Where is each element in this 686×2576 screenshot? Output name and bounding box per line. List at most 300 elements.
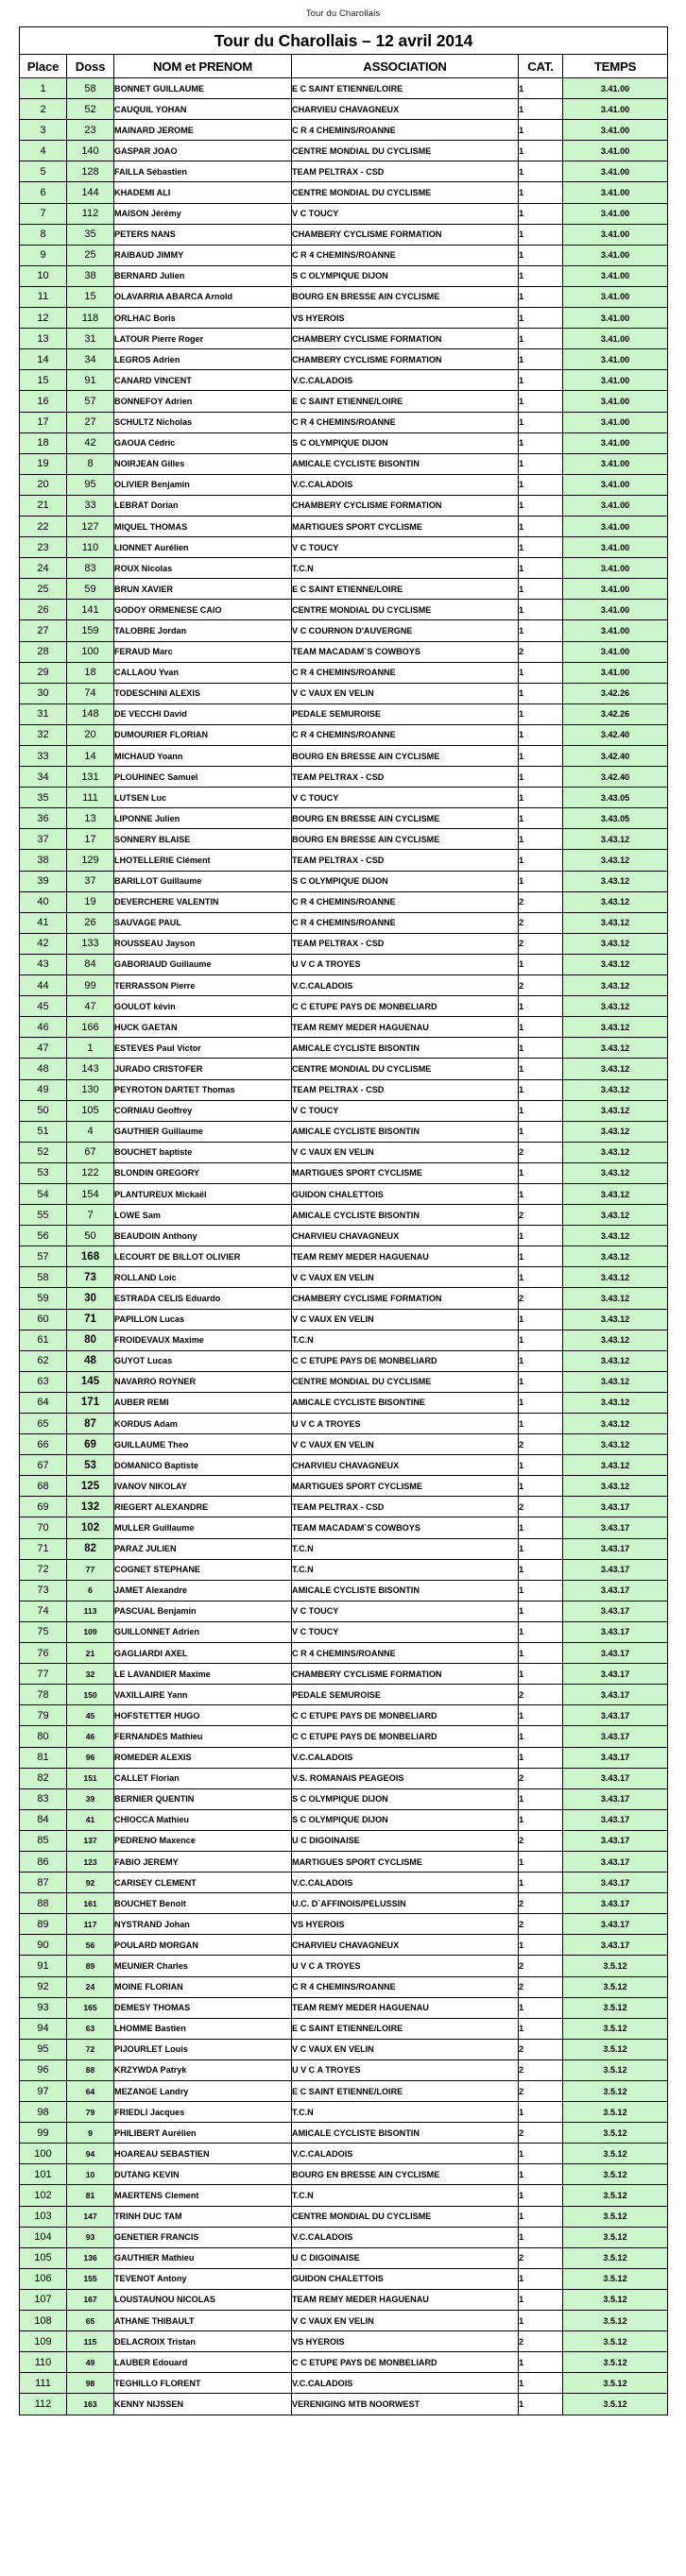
cell-time: 3.41.00	[563, 99, 668, 120]
table-row	[20, 2352, 668, 2373]
cell-association: V.C.CALADOIS	[292, 1747, 519, 1768]
cell-dossard: 123	[67, 1851, 114, 1872]
cell-association: U V C A TROYES	[292, 1414, 519, 1434]
cell-time: 3.43.17	[563, 1559, 668, 1580]
cell-place: 19	[20, 453, 67, 474]
cell-place: 40	[20, 891, 67, 912]
cell-association: BOURG EN BRESSE AIN CYCLISME	[292, 286, 519, 307]
cell-time: 3.43.17	[563, 1914, 668, 1935]
cell-category: 1	[519, 1038, 563, 1059]
cell-association: CHARVIEU CHAVAGNEUX	[292, 1455, 519, 1476]
cell-association: V.C.CALADOIS	[292, 1873, 519, 1893]
cell-time: 3.5.12	[563, 2352, 668, 2373]
cell-time: 3.41.00	[563, 558, 668, 579]
table-row	[20, 1330, 668, 1350]
cell-association: T.C.N	[292, 2102, 519, 2123]
cell-category: 1	[519, 2268, 563, 2289]
cell-time: 3.5.12	[563, 2144, 668, 2164]
cell-association: C R 4 CHEMINS/ROANNE	[292, 662, 519, 683]
cell-dossard: 45	[67, 1705, 114, 1726]
cell-association: BOURG EN BRESSE AIN CYCLISME	[292, 2164, 519, 2185]
cell-category: 2	[519, 1768, 563, 1788]
cell-time: 3.43.17	[563, 1517, 668, 1538]
table-row	[20, 2289, 668, 2310]
table-row	[20, 516, 668, 536]
cell-dossard: 8	[67, 453, 114, 474]
cell-place: 85	[20, 1830, 67, 1851]
table-row	[20, 432, 668, 453]
cell-time: 3.5.12	[563, 2123, 668, 2144]
cell-time: 3.5.12	[563, 2185, 668, 2206]
cell-dossard: 4	[67, 1121, 114, 1142]
cell-place: 66	[20, 1434, 67, 1455]
cell-category: 2	[519, 1142, 563, 1162]
table-row	[20, 286, 668, 307]
cell-place: 90	[20, 1935, 67, 1956]
cell-category: 2	[519, 1956, 563, 1976]
cell-name: HOAREAU SEBASTIEN	[114, 2144, 292, 2164]
cell-name: LEGROS Adrien	[114, 349, 292, 370]
cell-dossard: 17	[67, 829, 114, 850]
cell-name: CHIOCCA Mathieu	[114, 1809, 292, 1830]
cell-time: 3.43.12	[563, 1392, 668, 1413]
cell-place: 3	[20, 120, 67, 141]
cell-association: C R 4 CHEMINS/ROANNE	[292, 1976, 519, 1997]
cell-dossard: 23	[67, 120, 114, 141]
cell-time: 3.43.12	[563, 1288, 668, 1309]
cell-place: 98	[20, 2102, 67, 2123]
cell-place: 99	[20, 2123, 67, 2144]
cell-association: CHAMBERY CYCLISME FORMATION	[292, 1288, 519, 1309]
cell-time: 3.5.12	[563, 2394, 668, 2415]
cell-time: 3.43.17	[563, 1664, 668, 1685]
cell-dossard: 98	[67, 2373, 114, 2394]
cell-dossard: 129	[67, 850, 114, 871]
cell-place: 44	[20, 975, 67, 996]
cell-name: HUCK GAETAN	[114, 1017, 292, 1038]
cell-dossard: 31	[67, 329, 114, 349]
cell-time: 3.41.00	[563, 245, 668, 265]
cell-time: 3.41.00	[563, 308, 668, 329]
cell-time: 3.43.12	[563, 1267, 668, 1288]
table-body	[20, 78, 668, 2415]
column-header-nom: NOM et PRENOM	[114, 55, 292, 78]
cell-dossard: 118	[67, 308, 114, 329]
cell-time: 3.42.26	[563, 703, 668, 724]
cell-place: 30	[20, 683, 67, 703]
cell-dossard: 46	[67, 1726, 114, 1747]
cell-dossard: 166	[67, 1017, 114, 1038]
cell-category: 1	[519, 1455, 563, 1476]
cell-place: 14	[20, 349, 67, 370]
table-row	[20, 2102, 668, 2123]
cell-place: 68	[20, 1476, 67, 1497]
cell-category: 2	[519, 933, 563, 954]
cell-dossard: 151	[67, 1768, 114, 1788]
cell-category: 1	[519, 1162, 563, 1183]
cell-dossard: 56	[67, 1935, 114, 1956]
cell-dossard: 130	[67, 1079, 114, 1100]
cell-dossard: 102	[67, 1517, 114, 1538]
cell-dossard: 73	[67, 1267, 114, 1288]
cell-time: 3.43.17	[563, 1685, 668, 1705]
cell-time: 3.42.40	[563, 767, 668, 788]
cell-association: TEAM PELTRAX - CSD	[292, 767, 519, 788]
cell-association: C C ETUPE PAYS DE MONBELIARD	[292, 996, 519, 1017]
cell-association: CENTRE MONDIAL DU CYCLISME	[292, 182, 519, 203]
cell-category: 1	[519, 1517, 563, 1538]
cell-time: 3.43.12	[563, 829, 668, 850]
cell-category: 1	[519, 1873, 563, 1893]
table-row	[20, 703, 668, 724]
cell-category: 1	[519, 245, 563, 265]
cell-time: 3.43.12	[563, 912, 668, 933]
cell-category: 1	[519, 1350, 563, 1371]
cell-association: VS HYEROIS	[292, 308, 519, 329]
cell-time: 3.41.00	[563, 453, 668, 474]
cell-place: 111	[20, 2373, 67, 2394]
cell-name: ORLHAC Boris	[114, 308, 292, 329]
cell-name: KRZYWDA Patryk	[114, 2059, 292, 2080]
cell-name: LOUSTAUNOU NICOLAS	[114, 2289, 292, 2310]
cell-category: 2	[519, 2059, 563, 2080]
cell-association: TEAM PELTRAX - CSD	[292, 161, 519, 182]
cell-time: 3.41.00	[563, 495, 668, 516]
table-row	[20, 1246, 668, 1267]
cell-category: 1	[519, 224, 563, 245]
cell-association: E C SAINT ETIENNE/LOIRE	[292, 2018, 519, 2039]
cell-category: 1	[519, 2102, 563, 2123]
cell-dossard: 100	[67, 641, 114, 662]
cell-category: 2	[519, 1976, 563, 1997]
cell-dossard: 7	[67, 1205, 114, 1226]
cell-dossard: 147	[67, 2206, 114, 2227]
table-row	[20, 1100, 668, 1121]
cell-name: LHOTELLERIE Clément	[114, 850, 292, 871]
table-row	[20, 2185, 668, 2206]
table-row	[20, 1476, 668, 1497]
cell-time: 3.42.40	[563, 724, 668, 745]
cell-category: 1	[519, 1476, 563, 1497]
cell-dossard: 35	[67, 224, 114, 245]
cell-name: LHOMME Bastien	[114, 2018, 292, 2039]
cell-category: 1	[519, 286, 563, 307]
cell-name: GAOUA Cédric	[114, 432, 292, 453]
cell-category: 1	[519, 1601, 563, 1621]
table-row	[20, 2268, 668, 2289]
table-row	[20, 1414, 668, 1434]
cell-name: MEUNIER Charles	[114, 1956, 292, 1976]
cell-name: KHADEMI ALI	[114, 182, 292, 203]
cell-name: FAILLA Sébastien	[114, 161, 292, 182]
cell-association: U C DIGOINAISE	[292, 2247, 519, 2268]
cell-time: 3.5.12	[563, 2289, 668, 2310]
cell-name: MAISON Jérémy	[114, 203, 292, 224]
cell-name: LEBRAT Dorian	[114, 495, 292, 516]
cell-time: 3.41.00	[563, 224, 668, 245]
cell-place: 78	[20, 1685, 67, 1705]
table-row	[20, 78, 668, 99]
cell-name: OLAVARRIA ABARCA Arnold	[114, 286, 292, 307]
cell-category: 1	[519, 1414, 563, 1434]
cell-association: T.C.N	[292, 1559, 519, 1580]
cell-association: VS HYEROIS	[292, 1914, 519, 1935]
cell-dossard: 30	[67, 1288, 114, 1309]
cell-time: 3.5.12	[563, 1976, 668, 1997]
cell-dossard: 41	[67, 1809, 114, 1830]
cell-name: GODOY ORMENESE CAIO	[114, 600, 292, 620]
cell-category: 1	[519, 453, 563, 474]
table-row	[20, 224, 668, 245]
cell-category: 1	[519, 2018, 563, 2039]
cell-place: 76	[20, 1643, 67, 1664]
cell-category: 1	[519, 182, 563, 203]
cell-time: 3.43.12	[563, 954, 668, 974]
cell-dossard: 58	[67, 78, 114, 99]
cell-category: 1	[519, 474, 563, 495]
cell-dossard: 141	[67, 600, 114, 620]
cell-association: V.S. ROMANAIS PEAGEOIS	[292, 1768, 519, 1788]
cell-time: 3.43.12	[563, 1017, 668, 1038]
cell-dossard: 19	[67, 891, 114, 912]
cell-time: 3.43.05	[563, 808, 668, 829]
cell-category: 1	[519, 2311, 563, 2331]
cell-category: 1	[519, 2394, 563, 2415]
cell-dossard: 95	[67, 474, 114, 495]
cell-time: 3.43.17	[563, 1726, 668, 1747]
table-row	[20, 1309, 668, 1330]
table-row	[20, 871, 668, 891]
cell-category: 1	[519, 808, 563, 829]
cell-association: GUIDON CHALETTOIS	[292, 2268, 519, 2289]
cell-category: 1	[519, 120, 563, 141]
table-row	[20, 1038, 668, 1059]
cell-association: U V C A TROYES	[292, 2059, 519, 2080]
cell-name: GAUTHIER Guillaume	[114, 1121, 292, 1142]
cell-place: 27	[20, 620, 67, 641]
table-row	[20, 1017, 668, 1038]
cell-association: V C TOUCY	[292, 1100, 519, 1121]
cell-association: CENTRE MONDIAL DU CYCLISME	[292, 141, 519, 161]
cell-place: 108	[20, 2311, 67, 2331]
table-row	[20, 641, 668, 662]
cell-place: 95	[20, 2039, 67, 2059]
cell-association: VS HYEROIS	[292, 2331, 519, 2352]
cell-association: S C OLYMPIQUE DIJON	[292, 432, 519, 453]
cell-time: 3.41.00	[563, 391, 668, 412]
cell-category: 2	[519, 891, 563, 912]
cell-time: 3.43.12	[563, 871, 668, 891]
table-row	[20, 1580, 668, 1601]
cell-dossard: 148	[67, 703, 114, 724]
cell-place: 36	[20, 808, 67, 829]
table-title: Tour du Charollais – 12 avril 2014	[20, 27, 668, 55]
cell-category: 1	[519, 1371, 563, 1392]
cell-place: 93	[20, 1997, 67, 2018]
cell-association: CHAMBERY CYCLISME FORMATION	[292, 349, 519, 370]
cell-category: 2	[519, 1830, 563, 1851]
cell-time: 3.43.12	[563, 1100, 668, 1121]
cell-time: 3.41.00	[563, 600, 668, 620]
table-row	[20, 349, 668, 370]
cell-time: 3.43.12	[563, 850, 668, 871]
cell-name: GABORIAUD Guillaume	[114, 954, 292, 974]
cell-dossard: 74	[67, 683, 114, 703]
cell-association: C R 4 CHEMINS/ROANNE	[292, 412, 519, 432]
cell-place: 2	[20, 99, 67, 120]
column-header-asso: ASSOCIATION	[292, 55, 519, 78]
cell-category: 1	[519, 1059, 563, 1079]
cell-name: ROUX Nicolas	[114, 558, 292, 579]
cell-name: NAVARRO ROYNER	[114, 1371, 292, 1392]
table-row	[20, 1121, 668, 1142]
cell-name: HOFSTETTER HUGO	[114, 1705, 292, 1726]
cell-time: 3.41.00	[563, 516, 668, 536]
cell-dossard: 96	[67, 1747, 114, 1768]
cell-time: 3.43.17	[563, 1935, 668, 1956]
cell-category: 1	[519, 620, 563, 641]
cell-association: T.C.N	[292, 1330, 519, 1350]
cell-category: 1	[519, 432, 563, 453]
table-row	[20, 1747, 668, 1768]
cell-place: 88	[20, 1893, 67, 1914]
cell-time: 3.43.12	[563, 1121, 668, 1142]
table-row	[20, 579, 668, 600]
cell-association: C C ETUPE PAYS DE MONBELIARD	[292, 1705, 519, 1726]
cell-place: 16	[20, 391, 67, 412]
cell-category: 2	[519, 912, 563, 933]
table-row	[20, 1601, 668, 1621]
cell-name: DUMOURIER FLORIAN	[114, 724, 292, 745]
cell-association: AMICALE CYCLISTE BISONTIN	[292, 1580, 519, 1601]
cell-category: 1	[519, 1664, 563, 1685]
table-row	[20, 1226, 668, 1246]
cell-place: 34	[20, 767, 67, 788]
table-row	[20, 620, 668, 641]
race-results-table	[19, 26, 668, 2415]
cell-name: CALLET Florian	[114, 1768, 292, 1788]
cell-category: 1	[519, 1935, 563, 1956]
cell-association: V C VAUX EN VELIN	[292, 1142, 519, 1162]
cell-time: 3.41.00	[563, 474, 668, 495]
cell-name: DUTANG KEVIN	[114, 2164, 292, 2185]
cell-dossard: 131	[67, 767, 114, 788]
cell-time: 3.43.12	[563, 1079, 668, 1100]
cell-category: 1	[519, 871, 563, 891]
cell-place: 13	[20, 329, 67, 349]
cell-dossard: 137	[67, 1830, 114, 1851]
cell-association: C R 4 CHEMINS/ROANNE	[292, 120, 519, 141]
cell-dossard: 136	[67, 2247, 114, 2268]
cell-category: 1	[519, 1330, 563, 1350]
cell-time: 3.41.00	[563, 182, 668, 203]
table-row	[20, 1455, 668, 1476]
cell-time: 3.43.12	[563, 1434, 668, 1455]
cell-dossard: 81	[67, 2185, 114, 2206]
cell-category: 1	[519, 829, 563, 850]
cell-time: 3.41.00	[563, 412, 668, 432]
table-row	[20, 1768, 668, 1788]
cell-place: 46	[20, 1017, 67, 1038]
cell-name: MEZANGE Landry	[114, 2081, 292, 2102]
cell-association: V C TOUCY	[292, 537, 519, 558]
table-row	[20, 996, 668, 1017]
cell-place: 42	[20, 933, 67, 954]
cell-place: 110	[20, 2352, 67, 2373]
cell-time: 3.43.17	[563, 1497, 668, 1517]
table-row	[20, 2081, 668, 2102]
cell-place: 82	[20, 1768, 67, 1788]
cell-association: T.C.N	[292, 1538, 519, 1559]
table-row	[20, 933, 668, 954]
cell-name: BLONDIN GREGORY	[114, 1162, 292, 1183]
cell-name: KORDUS Adam	[114, 1414, 292, 1434]
cell-association: C R 4 CHEMINS/ROANNE	[292, 1643, 519, 1664]
cell-name: NOIRJEAN Gilles	[114, 453, 292, 474]
cell-name: DE VECCHI David	[114, 703, 292, 724]
cell-category: 1	[519, 1788, 563, 1809]
cell-dossard: 79	[67, 2102, 114, 2123]
cell-place: 57	[20, 1246, 67, 1267]
cell-category: 1	[519, 1747, 563, 1768]
cell-place: 65	[20, 1414, 67, 1434]
table-row	[20, 370, 668, 391]
table-row	[20, 808, 668, 829]
cell-time: 3.43.12	[563, 1142, 668, 1162]
cell-dossard: 14	[67, 746, 114, 767]
cell-association: CHAMBERY CYCLISME FORMATION	[292, 224, 519, 245]
table-row	[20, 1434, 668, 1455]
cell-name: PHILIBERT Aurélien	[114, 2123, 292, 2144]
cell-name: TALOBRE Jordan	[114, 620, 292, 641]
cell-place: 84	[20, 1809, 67, 1830]
cell-dossard: 150	[67, 1685, 114, 1705]
cell-association: V.C.CALADOIS	[292, 474, 519, 495]
cell-place: 18	[20, 432, 67, 453]
cell-name: BERNIER QUENTIN	[114, 1788, 292, 1809]
cell-association: C C ETUPE PAYS DE MONBELIARD	[292, 2352, 519, 2373]
cell-time: 3.43.17	[563, 1601, 668, 1621]
cell-name: VAXILLAIRE Yann	[114, 1685, 292, 1705]
cell-dossard: 88	[67, 2059, 114, 2080]
cell-category: 1	[519, 78, 563, 99]
cell-category: 2	[519, 641, 563, 662]
table-row	[20, 1183, 668, 1204]
cell-category: 1	[519, 1621, 563, 1642]
cell-category: 1	[519, 724, 563, 745]
cell-dossard: 33	[67, 495, 114, 516]
cell-association: U V C A TROYES	[292, 1956, 519, 1976]
column-header-cat: CAT.	[519, 55, 563, 78]
cell-place: 106	[20, 2268, 67, 2289]
table-row	[20, 1976, 668, 1997]
cell-association: AMICALE CYCLISTE BISONTIN	[292, 453, 519, 474]
cell-association: TEAM MACADAM`S COWBOYS	[292, 641, 519, 662]
cell-place: 9	[20, 245, 67, 265]
cell-name: BARILLOT Guillaume	[114, 871, 292, 891]
cell-dossard: 32	[67, 1664, 114, 1685]
cell-time: 3.41.00	[563, 662, 668, 683]
table-row	[20, 453, 668, 474]
cell-category: 1	[519, 954, 563, 974]
cell-place: 24	[20, 558, 67, 579]
cell-place: 50	[20, 1100, 67, 1121]
cell-name: ATHANE THIBAULT	[114, 2311, 292, 2331]
table-row	[20, 1997, 668, 2018]
cell-association: BOURG EN BRESSE AIN CYCLISME	[292, 808, 519, 829]
cell-category: 1	[519, 1809, 563, 1830]
cell-name: GAUTHIER Mathieu	[114, 2247, 292, 2268]
